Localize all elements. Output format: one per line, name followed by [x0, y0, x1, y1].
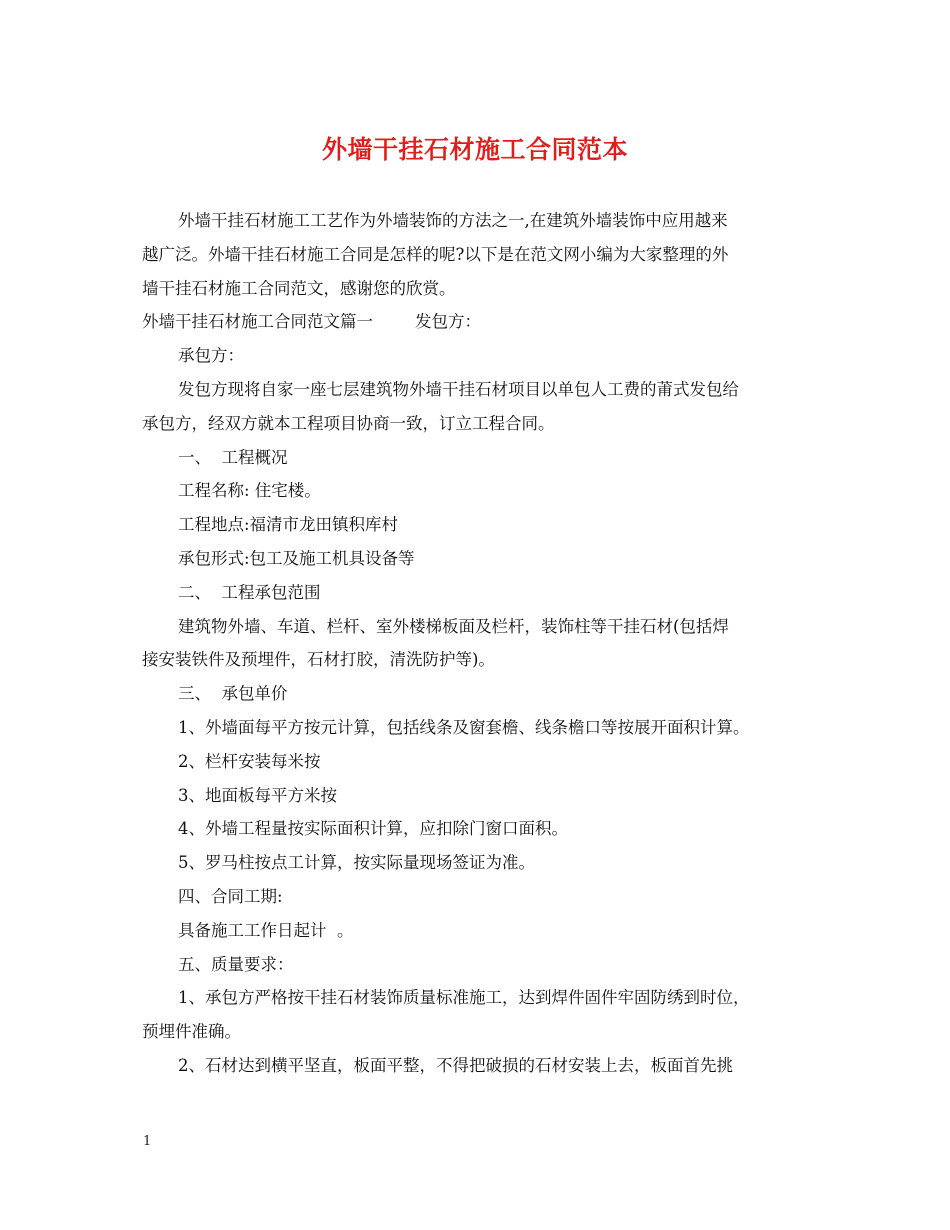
body-line: 建筑物外墙、车道、栏杆、室外楼梯板面及栏杆，装饰柱等干挂石材(包括焊: [178, 616, 729, 636]
body-line: 1、承包方严格按干挂石材装饰质量标准施工，达到焊件固件牢固防绣到时位，: [178, 988, 750, 1008]
document-title: 外墙干挂石材施工合同范本: [321, 135, 628, 164]
body-line: 工程名称: 住宅楼。: [178, 481, 321, 501]
body-line: 5、罗马柱按点工计算，按实际量现场签证为准。: [178, 853, 535, 873]
section-heading: 一、 工程概况: [178, 447, 288, 467]
body-line: 具备施工工作日起计 。: [178, 920, 354, 940]
section-heading: 二、 工程承包范围: [178, 582, 321, 602]
body-line: 承包方，经双方就本工程项目协商一致，订立工程合同。: [142, 413, 555, 433]
section-heading: 三、 承包单价: [178, 684, 288, 704]
section-heading: 五、质量要求：: [178, 954, 294, 974]
body-line: 外墙干挂石材施工工艺作为外墙装饰的方法之一,在建筑外墙装饰中应用越来: [178, 211, 728, 230]
body-line: 外墙干挂石材施工合同范文篇一 发包方：: [142, 312, 481, 332]
body-line: 承包形式:包工及施工机具设备等: [178, 548, 415, 568]
section-heading: 四、合同工期:: [178, 886, 283, 906]
body-line: 2、石材达到横平坚直，板面平整，不得把破损的石材安装上去，板面首先挑: [178, 1055, 733, 1075]
body-line: 接安装铁件及预埋件，石材打胶，清洗防护等)。: [142, 650, 495, 670]
body-line: 4、外墙工程量按实际面积计算，应扣除门窗口面积。: [178, 819, 568, 839]
body-line: 发包方现将自家一座七层建筑物外墙干挂石材项目以单包人工费的莆式发包给: [178, 379, 739, 399]
page-number: 1: [143, 1134, 152, 1149]
body-line: 预埋件准确。: [142, 1022, 241, 1042]
body-line: 3、地面板每平方米按: [178, 785, 337, 805]
document-body: [142, 204, 832, 1083]
body-line: 墙干挂石材施工合同范文，感谢您的欣赏。: [142, 278, 456, 298]
body-line: 1、外墙面每平方按元计算，包括线条及窗套檐、线条檐口等按展开面积计算。: [178, 717, 750, 737]
body-line: 工程地点:福清市龙田镇积库村: [178, 515, 399, 535]
body-line: 2、栏杆安装每米按: [178, 751, 321, 771]
body-line: 承包方：: [178, 346, 244, 366]
body-line: 越广泛。外墙干挂石材施工合同是怎样的呢?以下是在范文网小编为大家整理的外: [142, 244, 729, 264]
